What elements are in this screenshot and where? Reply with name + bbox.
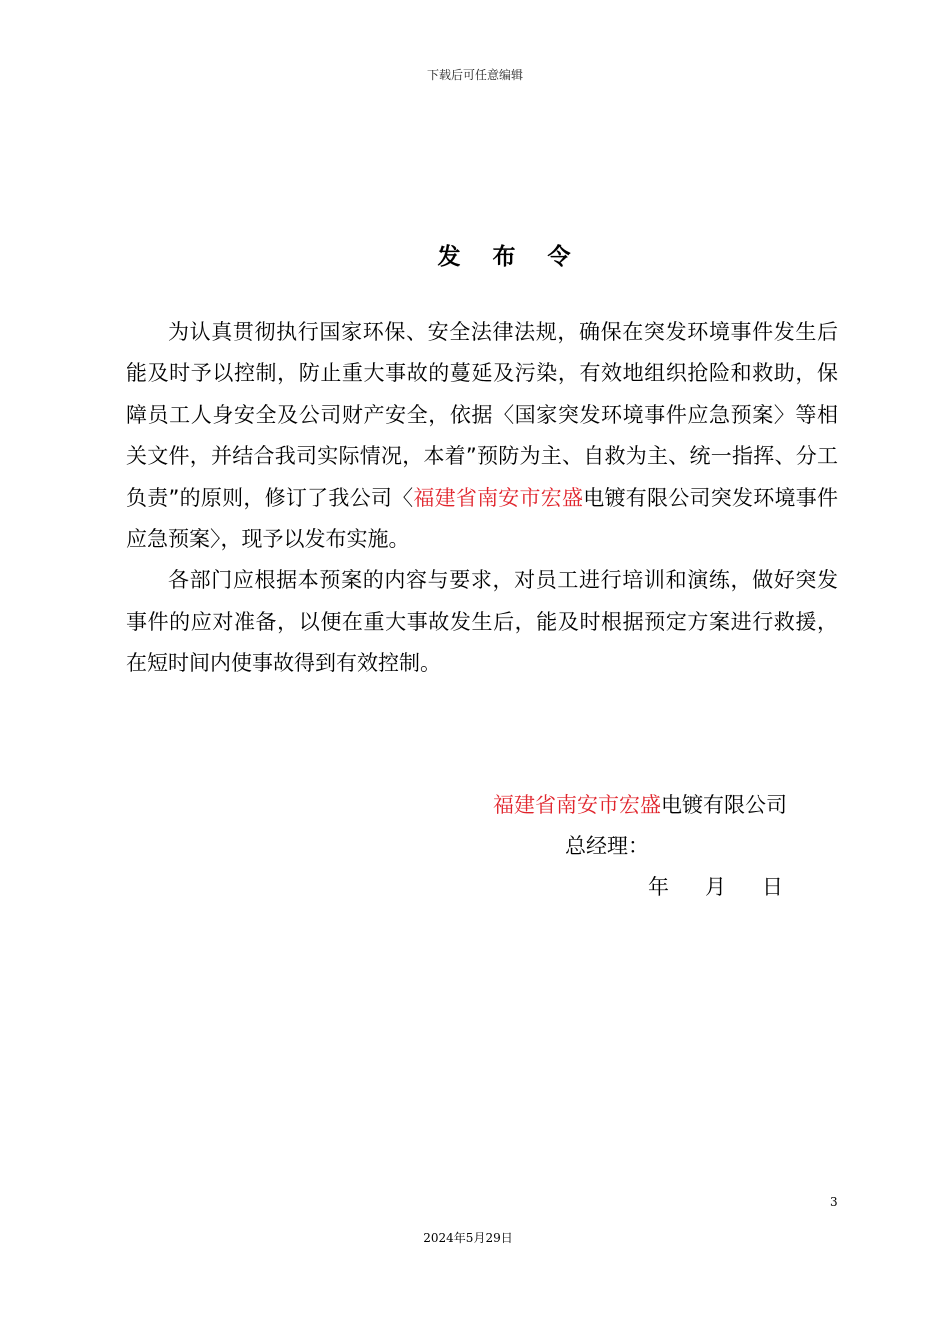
- signature-company-highlight: 福建省南安市宏盛: [493, 793, 661, 817]
- day-label: 日: [762, 875, 783, 899]
- footer-date: 2024年5月29日: [423, 1231, 513, 1245]
- page-number: 3: [830, 1195, 838, 1209]
- paragraph-1: [126, 312, 838, 560]
- signature-company: [493, 788, 787, 822]
- signature-manager-label: 总经理：: [565, 834, 649, 858]
- document-body: [126, 312, 838, 685]
- signature-date: [648, 870, 783, 904]
- paragraph-2: 各部门应根据本预案的内容与要求，对员工进行培训和演练，做好突发事件的应对准备，以便在重大事故发生后，能及时根据预定方案进行救援，在短时间内使事故得到有效控制。: [126, 568, 838, 676]
- header-note: 下载后可任意编辑: [426, 68, 523, 82]
- year-label: 年: [648, 875, 669, 899]
- paragraph-1-text-b: 电镀有限公司突发环境事件应急预案〉，现予以发布实施。: [126, 485, 838, 552]
- month-label: 月: [705, 875, 726, 899]
- paragraph-1-text-a: 为认真贯彻执行国家环保、安全法律法规，确保在突发环境事件发生后能及时予以控制，防止重大事故的蔓延及污染，有效地组织抢险和救助，保障员工人身安全及公司财产安全，依据〈国家突发环境事件应急预案〉等相关文件，并结合我司实际情况，本着”预防为主、自救为主、统一指挥、分工负责”的原则，修订了我公司〈: [126, 320, 838, 510]
- document-title: 发布令: [437, 244, 603, 270]
- signature-company-rest: 电镀有限公司: [661, 793, 787, 817]
- company-name-highlight: 福建省南安市宏盛: [413, 485, 584, 510]
